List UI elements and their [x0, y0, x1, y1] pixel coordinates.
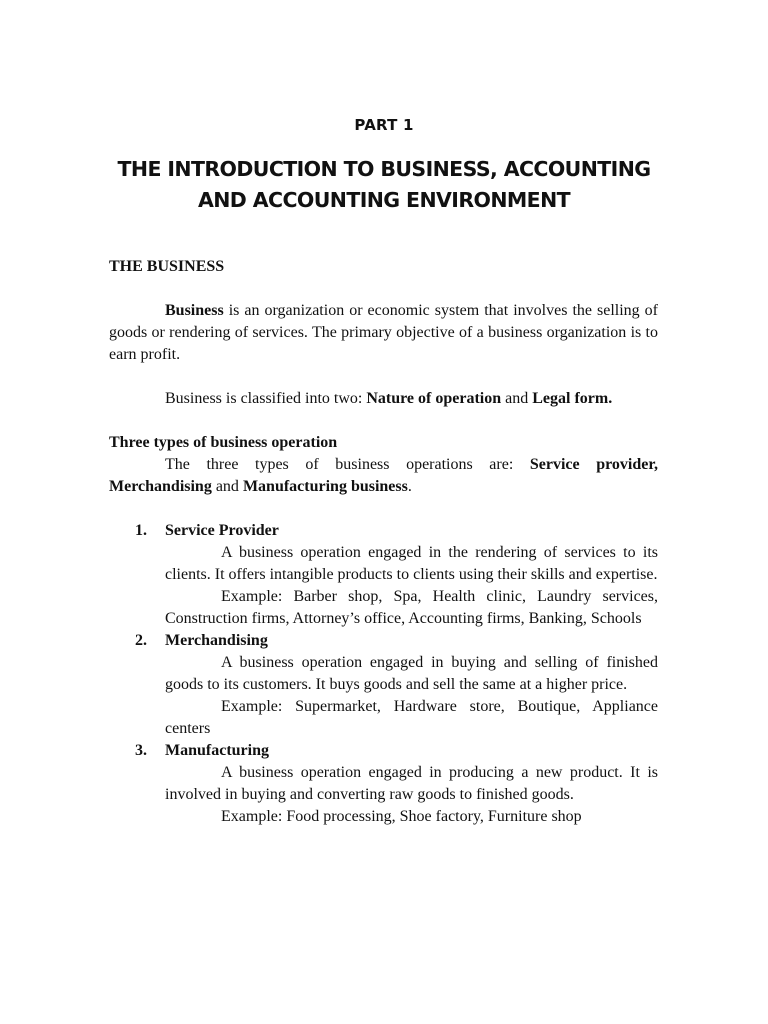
list-number: 3. — [135, 742, 147, 759]
page-title-line-1: THE INTRODUCTION TO BUSINESS, ACCOUNTING — [117, 157, 651, 181]
classification-text: Business is classified into two: — [165, 390, 367, 407]
operation-type-manufacturing: Manufacturing business — [242, 478, 408, 495]
list-item-title: Merchandising — [165, 632, 268, 649]
business-definition-text: is an organization or economic system that involves the selling of goods or rendering of services. The primary objective of a business organization is to earn profit. — [109, 302, 658, 363]
operations-intro-paragraph — [109, 454, 658, 498]
classification-paragraph — [109, 388, 658, 410]
list-number: 1. — [135, 522, 147, 539]
operation-type-service: Service provider, — [529, 456, 658, 473]
operations-period: . — [407, 478, 412, 495]
list-number: 2. — [135, 632, 147, 649]
list-item-description: A business operation engaged in the rendering of services to its clients. It offers intangible products to clients using their skills and expertise. — [165, 544, 658, 583]
business-term: Business — [165, 302, 224, 319]
list-item-example: Example: Food processing, Shoe factory, Furniture shop — [221, 808, 582, 825]
list-item-description: A business operation engaged in buying and selling of finished goods to its customers. It buys goods and sell the same at a higher price. — [165, 654, 658, 693]
business-definition-paragraph — [109, 300, 658, 366]
operations-intro-text: The three types of business operations are: — [165, 456, 530, 473]
legal-form-term: Legal form. — [532, 390, 613, 407]
part-label: PART 1 — [354, 116, 414, 134]
and-connector: and — [501, 390, 533, 407]
list-item-example: Example: Supermarket, Hardware store, Boutique, Appliance centers — [165, 698, 658, 737]
list-item-description: A business operation engaged in producing a new product. It is involved in buying and converting raw goods to finished goods. — [165, 764, 658, 803]
list-item-merchandising — [109, 630, 658, 740]
list-item-manufacturing — [109, 740, 658, 828]
list-item-service-provider — [109, 520, 658, 630]
section-heading: THE BUSINESS — [109, 258, 225, 275]
list-item-title: Service Provider — [165, 522, 279, 539]
operation-type-merchandising: Merchandising — [109, 478, 212, 495]
operations-and-connector: and — [211, 478, 243, 495]
list-item-example: Example: Barber shop, Spa, Health clinic, Laundry services, Construction firms, Attorney’s office, Accounting firms, Banking, Schools — [165, 588, 658, 627]
list-item-title: Manufacturing — [165, 742, 269, 759]
operations-heading: Three types of business operation — [109, 434, 338, 451]
document-body — [109, 256, 658, 828]
page-title — [90, 154, 678, 216]
page-title-line-2: AND ACCOUNTING ENVIRONMENT — [197, 188, 571, 212]
nature-of-operation-term: Nature of operation — [366, 390, 502, 407]
